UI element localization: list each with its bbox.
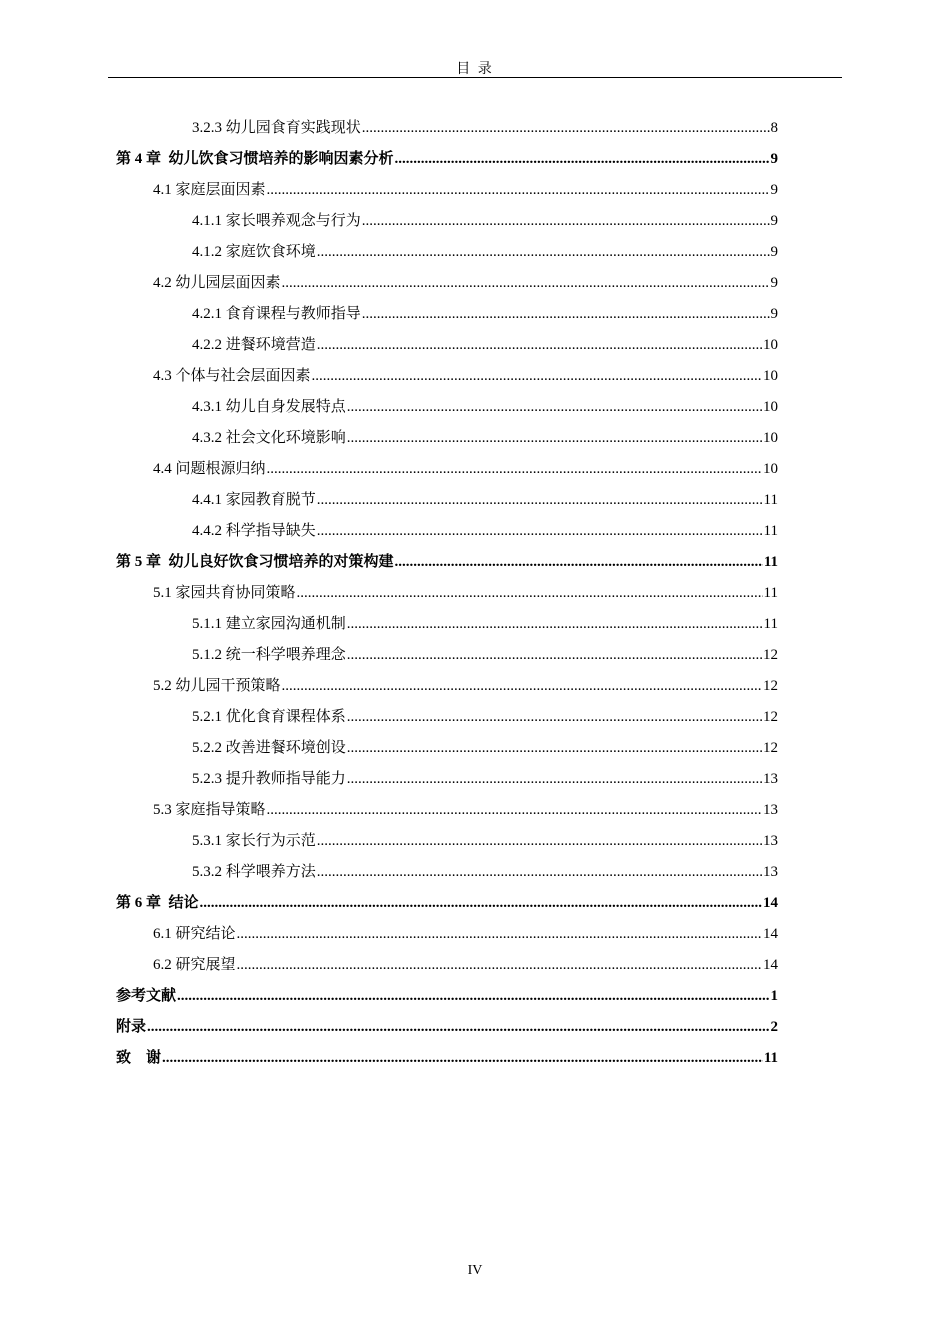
toc-entry-title: 第 5 章 幼儿良好饮食习惯培养的对策构建 xyxy=(116,554,394,570)
toc-entry[interactable] xyxy=(116,671,778,702)
toc-entry-page: 13 xyxy=(763,771,778,787)
toc-leader-dots xyxy=(317,237,770,268)
toc-entry-title: 5.3.1 家长行为示范 xyxy=(192,833,316,849)
toc-leader-dots xyxy=(237,919,762,950)
toc-leader-dots xyxy=(362,299,770,330)
toc-entry[interactable] xyxy=(116,1012,778,1043)
toc-entry-title: 5.1.2 统一科学喂养理念 xyxy=(192,647,346,663)
toc-entry-title: 4.2.2 进餐环境营造 xyxy=(192,337,316,353)
toc-entry-title: 4.2.1 食育课程与教师指导 xyxy=(192,306,361,322)
toc-leader-dots xyxy=(317,330,762,361)
toc-entry-title: 第 4 章 幼儿饮食习惯培养的影响因素分析 xyxy=(116,151,394,167)
toc-entry[interactable] xyxy=(116,144,778,175)
toc-leader-dots xyxy=(362,206,770,237)
toc-leader-dots xyxy=(282,268,770,299)
toc-entry-page: 8 xyxy=(770,120,778,136)
toc-entry[interactable] xyxy=(116,578,778,609)
toc-entry-title: 4.3.1 幼儿自身发展特点 xyxy=(192,399,346,415)
toc-leader-dots xyxy=(162,1043,763,1074)
toc-entry-title: 5.2.3 提升教师指导能力 xyxy=(192,771,346,787)
toc-leader-dots xyxy=(347,764,762,795)
toc-entry[interactable] xyxy=(116,516,778,547)
toc-leader-dots xyxy=(317,826,762,857)
toc-entry-page: 11 xyxy=(763,492,778,508)
toc-leader-dots xyxy=(267,454,762,485)
toc-entry[interactable] xyxy=(116,795,778,826)
toc-entry[interactable] xyxy=(116,485,778,516)
toc-entry[interactable] xyxy=(116,392,778,423)
toc-leader-dots xyxy=(347,423,762,454)
toc-entry[interactable] xyxy=(116,454,778,485)
toc-entry[interactable] xyxy=(116,950,778,981)
toc-entry[interactable] xyxy=(116,330,778,361)
toc-entry-page: 9 xyxy=(770,275,778,291)
toc-leader-dots xyxy=(347,640,762,671)
toc-entry-page: 9 xyxy=(770,151,778,167)
toc-entry-page: 9 xyxy=(770,244,778,260)
toc-entry-page: 11 xyxy=(763,1050,778,1066)
toc-entry-title: 5.3 家庭指导策略 xyxy=(153,802,266,818)
toc-entry-title: 4.4.1 家园教育脱节 xyxy=(192,492,316,508)
toc-leader-dots xyxy=(200,888,762,919)
toc-leader-dots xyxy=(317,516,763,547)
toc-leader-dots xyxy=(395,547,763,578)
page-number: IV xyxy=(467,1263,483,1278)
toc-leader-dots xyxy=(282,671,762,702)
toc-entry[interactable] xyxy=(116,981,778,1012)
toc-entry-title: 6.1 研究结论 xyxy=(153,926,236,942)
toc-entry[interactable] xyxy=(116,702,778,733)
toc-entry[interactable] xyxy=(116,206,778,237)
toc-entry[interactable] xyxy=(116,1043,778,1074)
toc-entry-page: 13 xyxy=(763,833,778,849)
toc-entry-title: 4.3 个体与社会层面因素 xyxy=(153,368,311,384)
toc-entry-title: 致 谢 xyxy=(116,1050,162,1066)
toc-entry-page: 11 xyxy=(763,616,778,632)
toc-entry[interactable] xyxy=(116,857,778,888)
toc-entry-title: 4.1.1 家长喂养观念与行为 xyxy=(192,213,361,229)
toc-entry-page: 10 xyxy=(763,337,778,353)
toc-entry-page: 14 xyxy=(763,895,778,911)
toc-entry[interactable] xyxy=(116,919,778,950)
toc-entry-page: 11 xyxy=(763,554,778,570)
toc-entry-page: 11 xyxy=(763,523,778,539)
toc-leader-dots xyxy=(395,144,770,175)
page-header-title: 目 录 xyxy=(456,62,494,77)
toc-leader-dots xyxy=(317,485,763,516)
toc-entry-title: 5.2.2 改善进餐环境创设 xyxy=(192,740,346,756)
toc-entry-title: 5.1.1 建立家园沟通机制 xyxy=(192,616,346,632)
toc-entry-page: 11 xyxy=(763,585,778,601)
toc-entry-page: 10 xyxy=(763,461,778,477)
toc-leader-dots xyxy=(267,795,762,826)
toc-entry-page: 14 xyxy=(763,957,778,973)
toc-entry-page: 12 xyxy=(763,647,778,663)
toc-entry-title: 4.3.2 社会文化环境影响 xyxy=(192,430,346,446)
toc-leader-dots xyxy=(347,609,763,640)
toc-leader-dots xyxy=(297,578,763,609)
toc-entry-title: 6.2 研究展望 xyxy=(153,957,236,973)
header-rule xyxy=(108,77,842,78)
toc-entry-page: 12 xyxy=(763,740,778,756)
toc-entry-page: 13 xyxy=(763,802,778,818)
toc-entry-page: 1 xyxy=(770,988,778,1004)
toc-entry-page: 14 xyxy=(763,926,778,942)
toc-entry[interactable] xyxy=(116,888,778,919)
toc-entry[interactable] xyxy=(116,764,778,795)
toc-entry[interactable] xyxy=(116,237,778,268)
toc-entry-page: 9 xyxy=(770,213,778,229)
toc-entry-page: 13 xyxy=(763,864,778,880)
toc-entry[interactable] xyxy=(116,361,778,392)
toc-entry-title: 5.2.1 优化食育课程体系 xyxy=(192,709,346,725)
toc-entry-title: 4.1.2 家庭饮食环境 xyxy=(192,244,316,260)
toc-entry[interactable] xyxy=(116,609,778,640)
toc-entry-page: 12 xyxy=(763,709,778,725)
toc-leader-dots xyxy=(317,857,762,888)
toc-entry-title: 3.2.3 幼儿园食育实践现状 xyxy=(192,120,361,136)
toc-leader-dots xyxy=(362,113,770,144)
toc-entry-title: 参考文献 xyxy=(116,988,177,1004)
toc-entry-title: 附录 xyxy=(116,1019,147,1035)
toc-entry[interactable] xyxy=(116,268,778,299)
toc-entry-title: 4.4.2 科学指导缺失 xyxy=(192,523,316,539)
toc-entry-title: 5.1 家园共育协同策略 xyxy=(153,585,296,601)
toc-leader-dots xyxy=(237,950,762,981)
toc-entry[interactable] xyxy=(116,423,778,454)
toc-entry-title: 5.2 幼儿园干预策略 xyxy=(153,678,281,694)
toc-entry-page: 9 xyxy=(770,306,778,322)
toc-entry-title: 5.3.2 科学喂养方法 xyxy=(192,864,316,880)
toc-leader-dots xyxy=(312,361,762,392)
toc-entry[interactable] xyxy=(116,175,778,206)
table-of-contents xyxy=(116,113,778,1074)
toc-entry-page: 2 xyxy=(770,1019,778,1035)
toc-leader-dots xyxy=(347,733,762,764)
toc-entry-title: 4.2 幼儿园层面因素 xyxy=(153,275,281,291)
toc-entry-page: 12 xyxy=(763,678,778,694)
toc-entry-title: 4.4 问题根源归纳 xyxy=(153,461,266,477)
toc-leader-dots xyxy=(147,1012,769,1043)
toc-entry-page: 10 xyxy=(763,368,778,384)
toc-entry[interactable] xyxy=(116,547,778,578)
toc-entry-title: 第 6 章 结论 xyxy=(116,895,199,911)
toc-entry-page: 9 xyxy=(770,182,778,198)
toc-entry[interactable] xyxy=(116,826,778,857)
toc-leader-dots xyxy=(347,702,762,733)
toc-entry[interactable] xyxy=(116,113,778,144)
toc-entry-title: 4.1 家庭层面因素 xyxy=(153,182,266,198)
toc-leader-dots xyxy=(177,981,769,1012)
toc-entry-page: 10 xyxy=(763,430,778,446)
toc-leader-dots xyxy=(267,175,770,206)
toc-leader-dots xyxy=(347,392,762,423)
toc-entry[interactable] xyxy=(116,733,778,764)
toc-entry-page: 10 xyxy=(763,399,778,415)
toc-entry[interactable] xyxy=(116,640,778,671)
toc-entry[interactable] xyxy=(116,299,778,330)
